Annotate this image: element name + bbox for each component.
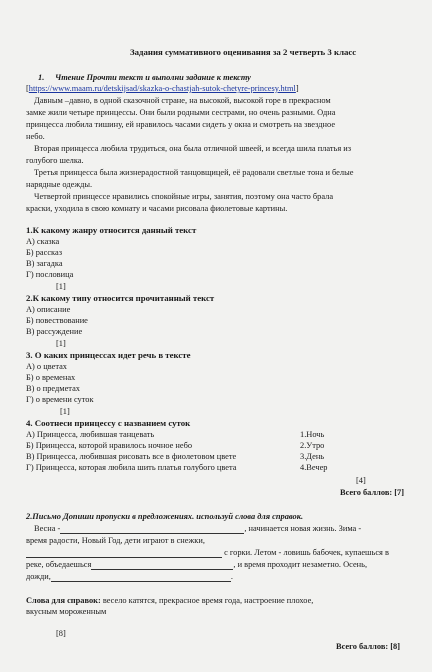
- q3-option-c[interactable]: В) о предметах: [26, 384, 80, 393]
- q1-question: 1.К какому жанру относится данный текст: [26, 225, 197, 235]
- q3-score: [1]: [60, 407, 70, 416]
- task1-heading: Чтение Прочти текст и выполни задание к тексту: [55, 73, 251, 82]
- q4-left-item: Г) Принцесса, которая любила шить платья голубого цвета: [26, 463, 237, 472]
- line4-end: , и время проходит незаметно. Осень,: [233, 560, 368, 569]
- fill-line-3: [26, 548, 389, 558]
- q2-option-c[interactable]: В) рассуждение: [26, 327, 83, 336]
- text-line: принцесса любила тишину, ей нравилось часами сидеть у окна и смотреть на звездное: [26, 120, 336, 129]
- source-link[interactable]: https://www.maam.ru/detskijsad/skazka-o-chastjah-sutok-chetyre-princesy.html: [28, 84, 296, 93]
- line1-start: Весна -: [34, 524, 61, 533]
- line1-end: , начинается новая жизнь. Зима -: [244, 524, 362, 533]
- q3-option-b[interactable]: Б) о временах: [26, 373, 76, 382]
- q1-option-c[interactable]: В) загадка: [26, 259, 63, 268]
- task1-source: [26, 84, 299, 94]
- text-line: Давным –давно, в одной сказочной стране, на высокой, высокой горе в прекрасном: [34, 96, 331, 105]
- text-line: Третья принцесса была жизнерадостной танцовщицей, её радовали светлые тона и белые: [34, 168, 354, 177]
- line4-start: реке, объедаешься: [26, 560, 92, 569]
- q4-question: 4. Соотнеси принцессу с названием суток: [26, 418, 191, 428]
- text-line: Четвертой принцессе нравились спокойные игры, занятия, поэтому она часто брала: [34, 192, 334, 201]
- text-line: голубого шелка.: [26, 156, 84, 165]
- q2-score: [1]: [56, 339, 66, 348]
- task2-total-score: Всего баллов: [8]: [336, 642, 400, 651]
- q2-option-a[interactable]: А) описание: [26, 305, 71, 314]
- q1-option-a[interactable]: А) сказка: [26, 237, 60, 246]
- q4-right-item: 4.Вечер: [300, 463, 328, 472]
- text-line: краски, уходила в свою комнату и часами рисовала фиолетовые картины.: [26, 204, 288, 213]
- q4-score: [4]: [356, 476, 366, 485]
- task2-heading: 2.Письмо Допиши пропуски в предложениях. используй слова для справок.: [26, 512, 304, 521]
- q3-option-a[interactable]: А) о цветах: [26, 362, 67, 371]
- fill-line-5: [26, 572, 233, 582]
- blank-field[interactable]: [26, 549, 222, 558]
- q2-option-b[interactable]: Б) повествование: [26, 316, 88, 325]
- reference-list-cont: вкусным мороженным: [26, 607, 107, 616]
- q4-left-item: В) Принцесса, любившая рисовать все в фиолетовом цвете: [26, 452, 237, 461]
- reference-list: весело катятся, прекрасное время года, настроение плохое,: [100, 596, 314, 605]
- q4-left-item: А) Принцесса, любившая танцевать: [26, 430, 155, 439]
- text-line: Вторая принцесса любила трудиться, она была отличной швеей, и всегда шила платья из: [34, 144, 352, 153]
- task2-score: [8]: [56, 629, 66, 638]
- q1-option-b[interactable]: Б) рассказ: [26, 248, 62, 257]
- fill-line-2: время радости, Новый Год, дети играют в снежки,: [26, 536, 205, 545]
- text-line: нарядные одежды.: [26, 180, 93, 189]
- page-title: Задания суммативного оценивания за 2 четверть 3 класс: [130, 47, 357, 57]
- blank-field[interactable]: [91, 561, 233, 570]
- line3-end: с горки. Летом - ловишь бабочек, купаешься в: [224, 548, 389, 557]
- q3-option-d[interactable]: Г) о времени суток: [26, 395, 94, 404]
- q1-score: [1]: [56, 282, 66, 291]
- q4-right-item: 1.Ночь: [300, 430, 325, 439]
- blank-field[interactable]: [51, 573, 231, 582]
- fill-line-4: [26, 560, 367, 570]
- q4-left-item: Б) Принцесса, которой нравилось ночное небо: [26, 441, 193, 450]
- link-bracket-close: ]: [295, 84, 299, 93]
- reference-words: [26, 596, 313, 606]
- q2-question: 2.К какому типу относится прочитанный текст: [26, 293, 215, 303]
- fill-line-1: [34, 524, 361, 534]
- q1-option-d[interactable]: Г) пословица: [26, 270, 74, 279]
- text-line: замке жили четыре принцессы. Они были родными сестрами, но очень разными. Одна: [26, 108, 336, 117]
- text-line: небо.: [26, 132, 45, 141]
- q4-right-item: 2.Утро: [300, 441, 325, 450]
- blank-field[interactable]: [60, 525, 244, 534]
- line5-start: дожди,: [26, 572, 51, 581]
- link-bracket-open: [: [26, 84, 29, 93]
- reference-label: Слова для справок:: [26, 596, 101, 605]
- q4-right-item: 3.День: [300, 452, 325, 461]
- line5-end: .: [230, 572, 233, 581]
- total-score-reading: Всего баллов: [7]: [340, 488, 404, 497]
- task1-number: 1.: [38, 73, 45, 82]
- q3-question: 3. О каких принцессах идет речь в тексте: [26, 350, 191, 360]
